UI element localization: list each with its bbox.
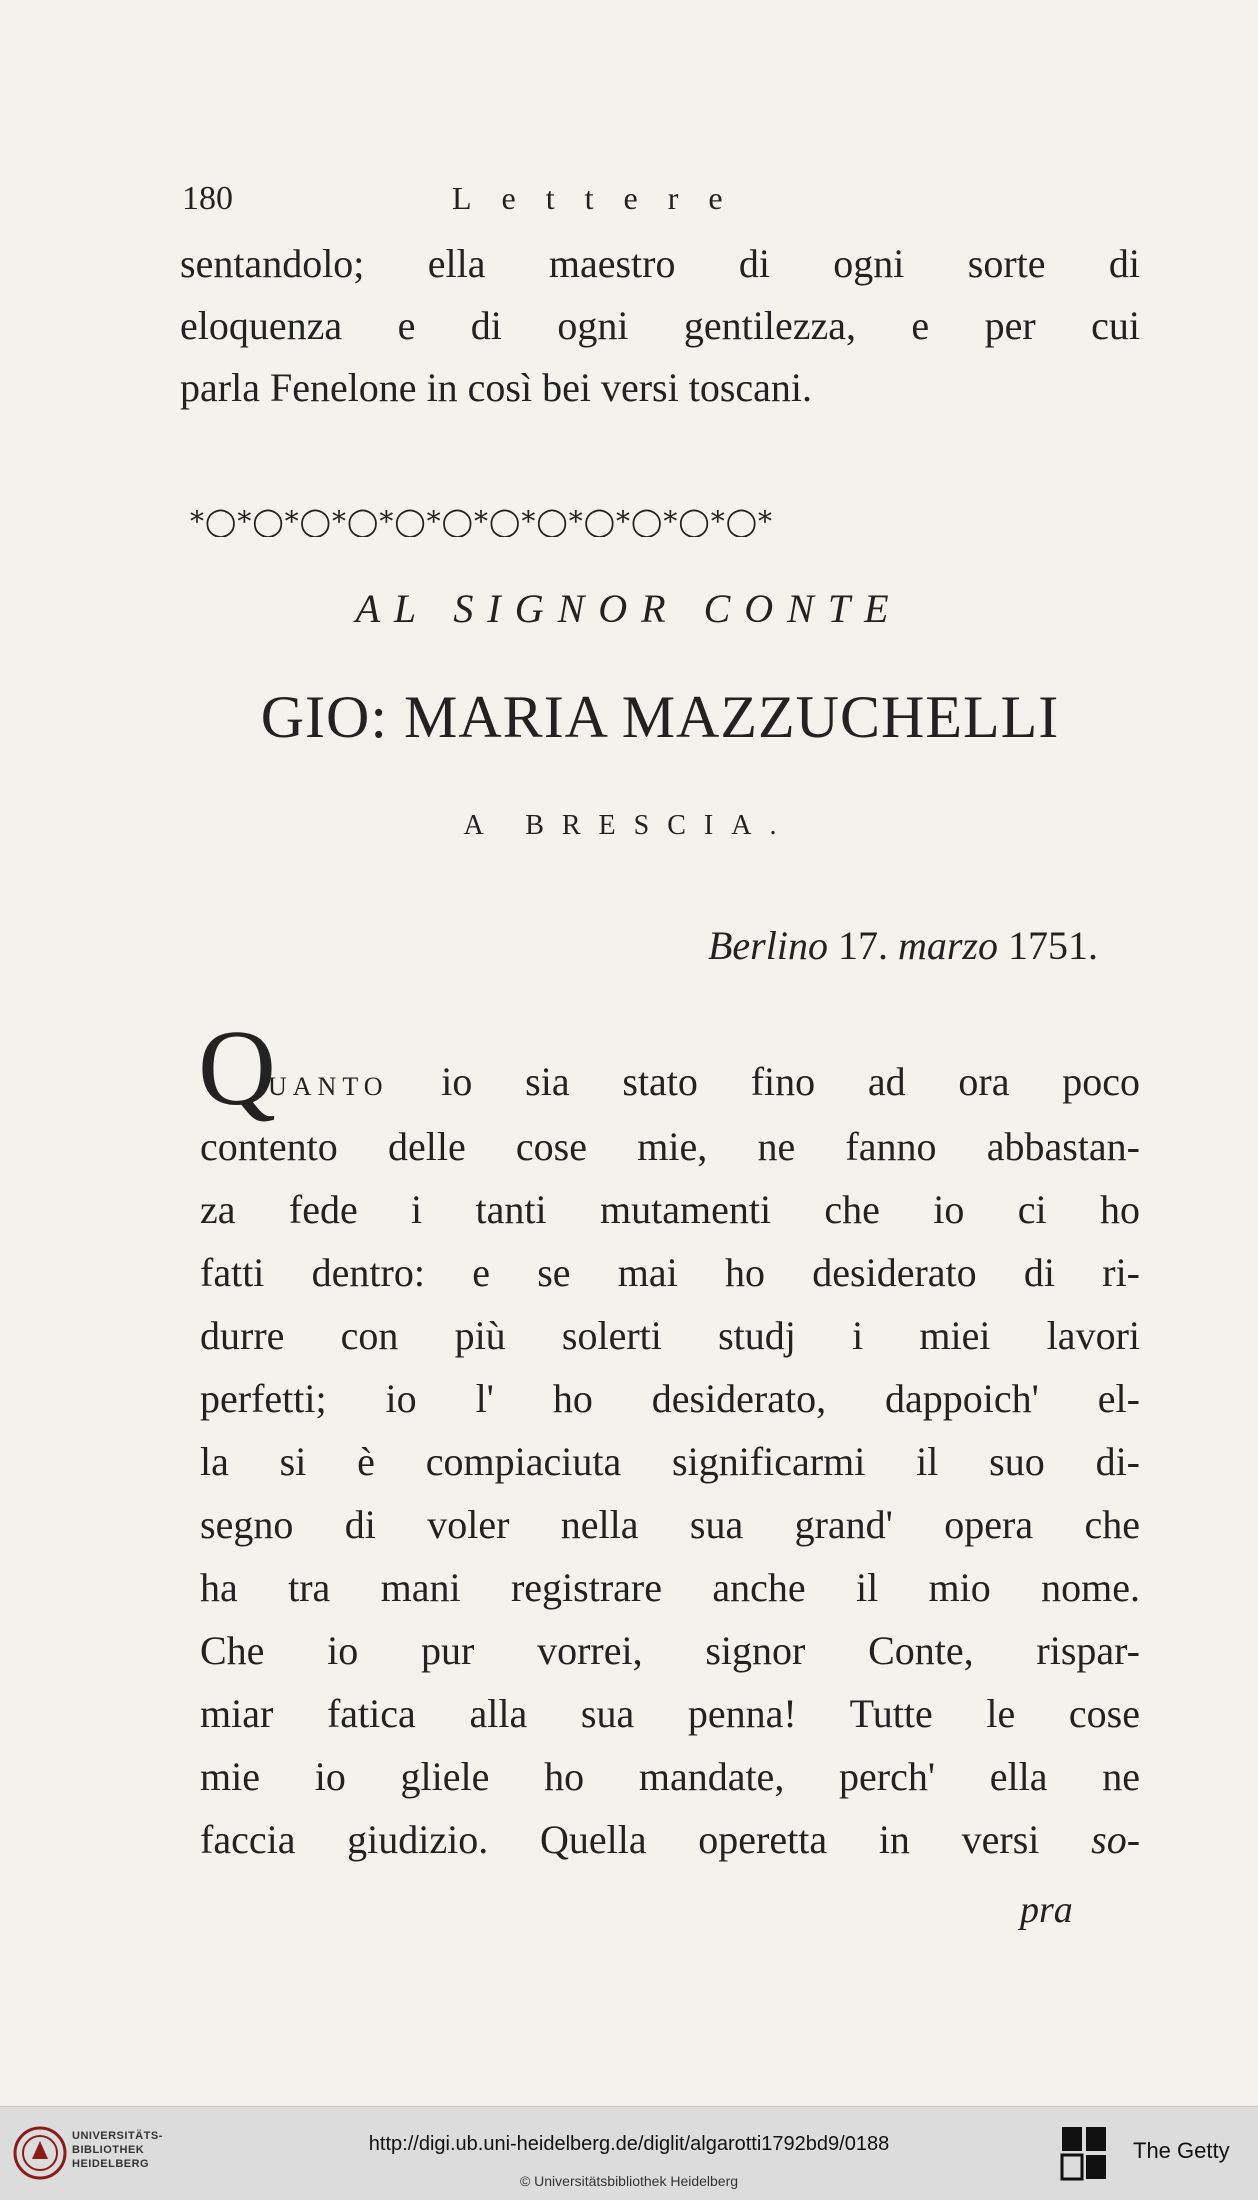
decorative-rule: *◯*◯*◯*◯*◯*◯*◯*◯*◯*◯*◯*◯* [190,505,774,537]
institution-line: HEIDELBERG [72,2158,150,2170]
text-line: contento delle cose mie, ne fanno abbastan- [200,1124,1140,1169]
running-title: Lettere [452,180,753,216]
text-line: ha tra mani registrare anche il mio nome. [200,1565,1140,1610]
text-line: miar fatica alla sua penna! Tutte le cose [200,1691,1140,1736]
date-month: marzo [897,923,998,968]
text-line: parla Fenelone in così bei versi toscani. [180,365,813,410]
page-number: 180 [182,180,233,217]
institution-line: BIBLIOTHEK [72,2144,145,2156]
first-word-smallcaps: UANTO [268,1072,389,1101]
text-line: Che io pur vorrei, signor Conte, rispar- [200,1628,1140,1673]
text-line: fatti dentro: e se mai ho desiderato di ri- [200,1250,1140,1295]
letter-place: A BRESCIA. [463,810,795,841]
drop-cap: Q [198,1009,276,1128]
institution-line: UNIVERSITÄTS- [72,2130,163,2142]
page-header [182,180,1142,228]
last-line-italic: so- [1091,1817,1141,1862]
text-line: la si è compiaciuta significarmi il suo di- [200,1439,1140,1484]
date-year: 1751. [1008,923,1098,968]
viewer-footer [0,2106,1258,2200]
permalink-url[interactable]: http://digi.ub.uni-heidelberg.de/diglit/algarotti1792bd9/0188 [368,2133,890,2155]
letter-addressee: AL SIGNOR CONTE [355,586,903,631]
copyright-notice: © Universitätsbibliothek Heidelberg [519,2173,739,2189]
last-line-text: faccia giudizio. Quella operetta in versi [200,1817,1040,1862]
text-line: sentandolo; ella maestro di ogni sorte di [180,241,1140,286]
text-line: durre con più solerti studj i miei lavori [200,1313,1140,1358]
date-city: Berlino [707,923,828,968]
getty-logo-icon [1060,2125,1110,2181]
date-day: 17. [837,923,888,968]
text-line-last [200,1816,1140,1876]
text-line: eloquenza e di ogni gentilezza, e per cui [180,303,1140,348]
text-line: perfetti; io l' ho desiderato, dappoich' el- [200,1376,1140,1421]
text-line-first [268,1058,1140,1118]
partner-name: The Getty [1133,2138,1230,2163]
letter-dateline [708,922,1098,969]
letter-recipient-name: GIO: MARIA MAZZUCHELLI [260,684,1060,750]
catchword: pra [1020,1889,1073,1931]
text-line: za fede i tanti mutamenti che io ci ho [200,1187,1140,1232]
text-line: mie io gliele ho mandate, perch' ella ne [200,1754,1140,1799]
text-line: segno di voler nella sua grand' opera che [200,1502,1140,1547]
first-line-rest: io sia stato fino ad ora poco [441,1059,1140,1104]
